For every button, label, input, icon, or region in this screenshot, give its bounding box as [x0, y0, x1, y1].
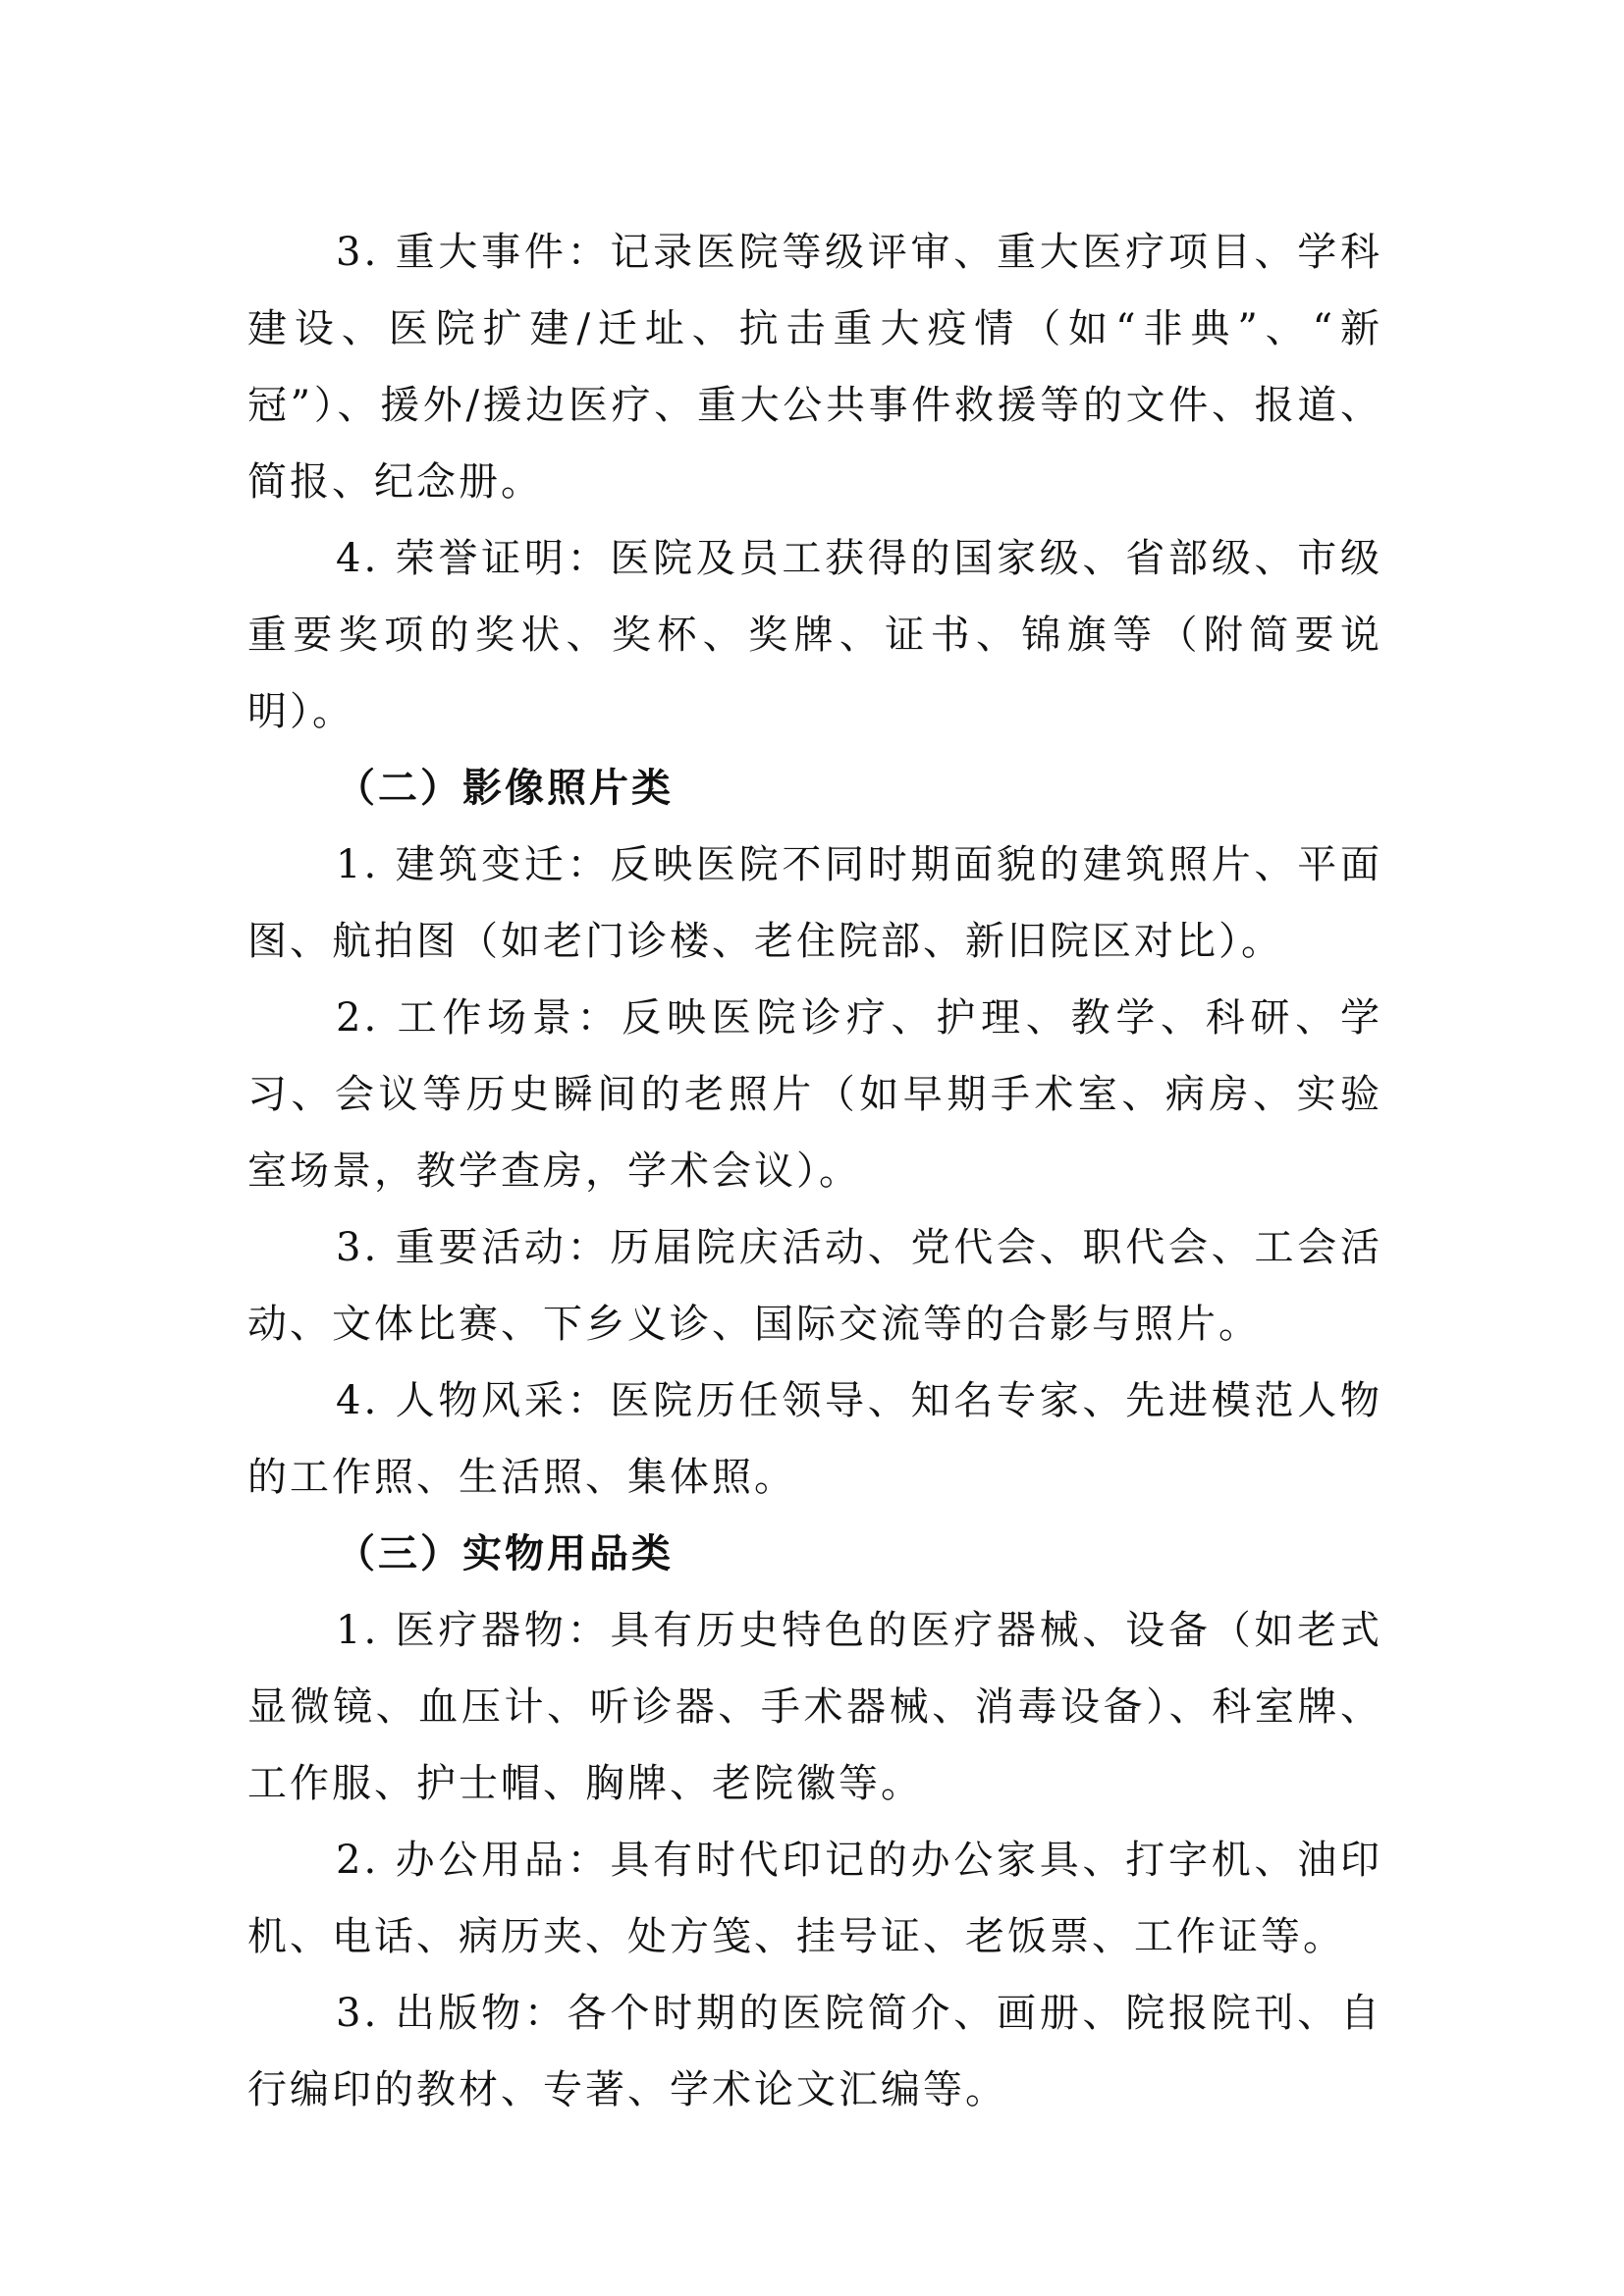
paragraph-publications: 3. 出版物：各个时期的医院简介、画册、院报院刊、自行编印的教材、专著、学术论文汇编等。: [247, 1991, 1382, 2112]
paragraph-people: 4. 人物风采：医院历任领导、知名专家、先进模范人物的工作照、生活照、集体照。: [247, 1378, 1382, 1500]
paragraph-activities: 3. 重要活动：历届院庆活动、党代会、职代会、工会活动、文体比赛、下乡义诊、国际交流等的合影与照片。: [247, 1225, 1382, 1347]
paragraph-buildings: 1. 建筑变迁：反映医院不同时期面貌的建筑照片、平面图、航拍图（如老门诊楼、老住院部、新旧院区对比）。: [247, 842, 1382, 964]
section-heading-objects: （三）实物用品类: [336, 1531, 674, 1576]
document-body: [247, 214, 1382, 2128]
paragraph-major-events: 3. 重大事件：记录医院等级评审、重大医疗项目、学科建设、医院扩建/迁址、抗击重大疫情（如“非典”、“新冠”）、援外/援边医疗、重大公共事件救援等的文件、报道、简报、纪念册。: [247, 230, 1382, 505]
paragraph-honors: 4. 荣誉证明：医院及员工获得的国家级、省部级、市级重要奖项的奖状、奖杯、奖牌、证书、锦旗等（附简要说明）。: [247, 536, 1382, 734]
paragraph-work-scenes: 2. 工作场景：反映医院诊疗、护理、教学、科研、学习、会议等历史瞬间的老照片（如早期手术室、病房、实验室场景，教学查房，学术会议）。: [247, 995, 1382, 1194]
paragraph-office-items: 2. 办公用品：具有时代印记的办公家具、打字机、油印机、电话、病历夹、处方笺、挂号证、老饭票、工作证等。: [247, 1838, 1382, 1959]
section-heading-images: （二）影像照片类: [336, 766, 674, 811]
paragraph-medical-items: 1. 医疗器物：具有历史特色的医疗器械、设备（如老式显微镜、血压计、听诊器、手术器械、消毒设备）、科室牌、工作服、护士帽、胸牌、老院徽等。: [247, 1608, 1382, 1806]
